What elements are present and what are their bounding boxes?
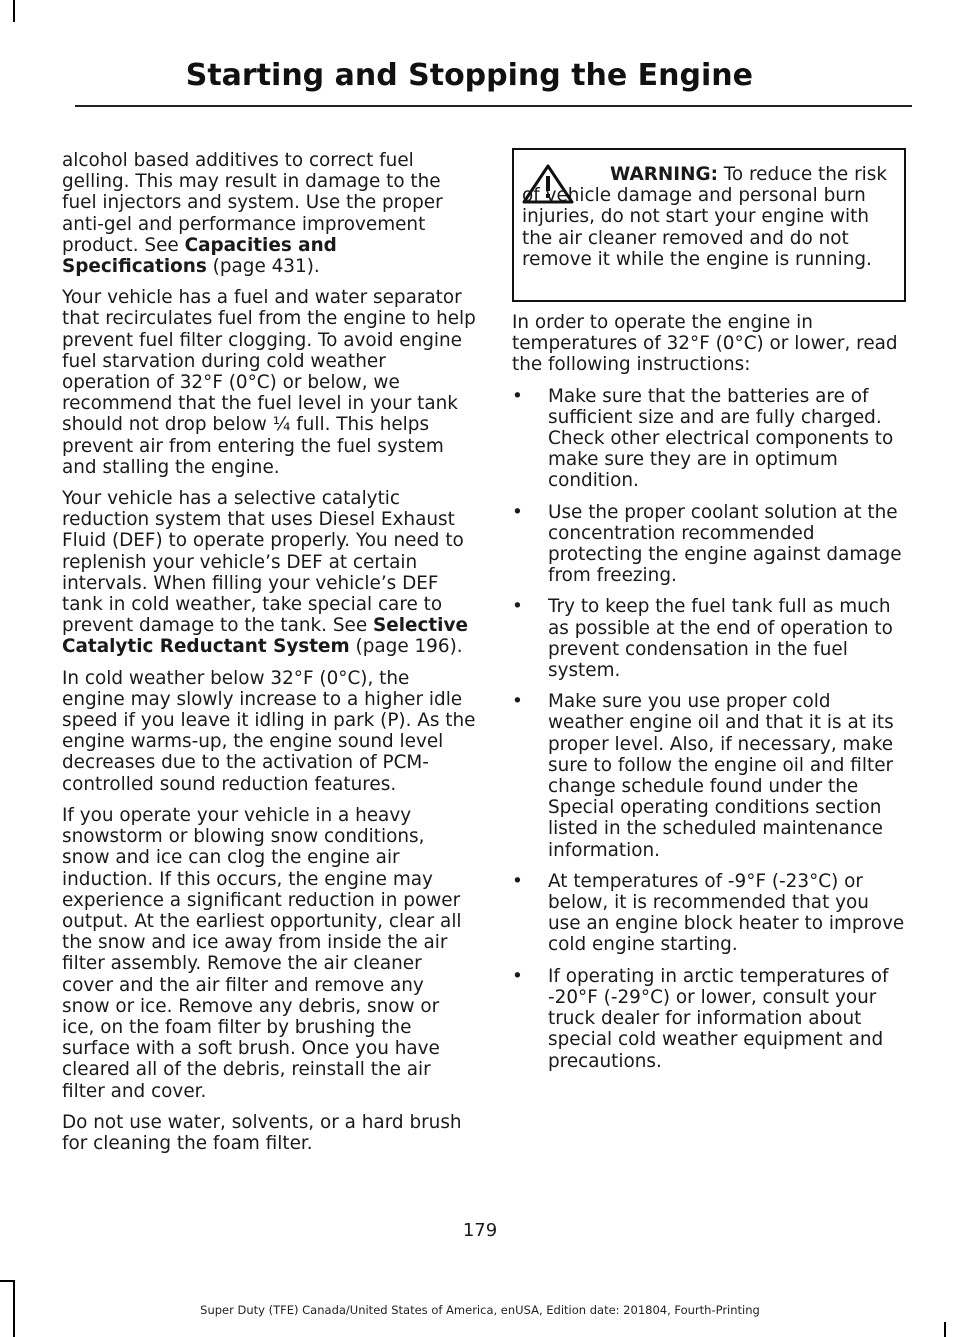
list-item	[512, 386, 906, 492]
paragraph-fuel-separator: Your vehicle has a fuel and water separator that recirculates fuel from the engine to help prevent fuel filter clogging. To avoid engine fuel starvation during cold weather operation of 32°F (0°C) or below, we recommend that the fuel level in your tank should not drop below ¼ full. This helps prevent air from entering the fuel system and stalling the engine.	[62, 287, 476, 478]
warning-box	[512, 148, 906, 302]
footer-edition: Super Duty (TFE) Canada/United States of America, enUSA, Edition date: 201804, Fourth-Printing	[200, 1303, 760, 1317]
list-item	[512, 691, 906, 861]
bullet: •	[512, 596, 523, 618]
bullet: •	[512, 965, 523, 987]
list-item-text: Make sure that the batteries are of sufficient size and are fully charged. Check other electrical components to make sure they are in optimum condition.	[548, 385, 894, 492]
warning-body: To reduce the risk of vehicle damage and personal burn injuries, do not start your engine with the air cleaner removed and do not remove it while the engine is running.	[522, 164, 887, 270]
page-number: 179	[462, 1220, 498, 1241]
warning-text	[522, 164, 899, 270]
paragraph-snowstorm: If you operate your vehicle in a heavy snowstorm or blowing snow conditions, snow and ice can clog the engine air induction. If this occurs, the engine may experience a significant reduction in power output. At the earliest opportunity, clear all the snow and ice away from inside the air filter assembly. Remove the air cleaner cover and the air filter and remove any snow or ice. Remove any debris, snow or ice, on the foam filter by brushing the surface with a soft brush. Once you have cleared all of the debris, reinstall the air filter and cover.	[62, 804, 462, 1102]
page-title: Starting and Stopping the Engine	[185, 58, 753, 93]
right-column	[512, 312, 906, 1082]
bullet: •	[512, 385, 523, 407]
warning-label: WARNING:	[610, 164, 718, 185]
list-item	[512, 502, 906, 587]
crop-mark-top-left	[13, 0, 15, 22]
left-column	[62, 150, 476, 1164]
header-rule	[75, 105, 912, 107]
text: Your vehicle has a selective catalytic reduction system that uses Diesel Exhaust Fluid (DEF) to operate properly. You need to replenish your vehicle’s DEF at certain intervals. When filling your vehicle’s DEF tank in cold weather, take special care to prevent damage to the tank. See	[62, 488, 464, 637]
list-item-text: Make sure you use proper cold weather engine oil and that it is at its proper level. Also, if necessary, make sure to follow the engine oil and filter change schedule found under the Special operating conditions section listed in the scheduled maintenance information.	[548, 691, 894, 861]
text: (page 196).	[349, 636, 463, 658]
list-item-text: Try to keep the fuel tank full as much as possible at the end of operation to prevent condensation in the fuel system.	[548, 596, 893, 682]
crop-mark-bottom-right	[944, 1322, 946, 1337]
cross-reference-link[interactable]: Selective Catalytic Reductant System	[62, 615, 468, 658]
crop-mark-bottom-left-h	[0, 1280, 15, 1282]
list-item-text: At temperatures of -9°F (-23°C) or below, it is recommended that you use an engine block heater to improve cold engine starting.	[548, 870, 905, 956]
list-item	[512, 596, 906, 681]
bullet: •	[512, 691, 523, 713]
paragraph-anti-gel	[62, 150, 476, 277]
paragraph-idle: In cold weather below 32°F (0°C), the engine may slowly increase to a higher idle speed if you leave it idling in park (P). As the engine warms-up, the engine sound level decreases due to the activation of PCM-controlled sound reduction features.	[62, 667, 476, 795]
paragraph-scr	[62, 488, 476, 658]
text: (page 431).	[206, 256, 320, 278]
bullet: •	[512, 501, 523, 523]
instructions-list	[512, 386, 906, 1072]
list-item	[512, 966, 906, 1072]
paragraph-foam-filter: Do not use water, solvents, or a hard brush for cleaning the foam filter.	[62, 1111, 462, 1154]
list-item	[512, 871, 906, 956]
cross-reference-link[interactable]: Capacities and Specifications	[62, 234, 337, 278]
text: alcohol based additives to correct fuel gelling. This may result in damage to the fuel injectors and system. Use the proper anti-gel and performance improvement product. See	[62, 150, 443, 256]
bullet: •	[512, 870, 523, 892]
list-item-text: If operating in arctic temperatures of -20°F (-29°C) or lower, consult your truck dealer for information about special cold weather equipment and precautions.	[548, 965, 889, 1072]
paragraph-intro: In order to operate the engine in temperatures of 32°F (0°C) or lower, read the following instructions:	[512, 312, 898, 376]
list-item-text: Use the proper coolant solution at the concentration recommended protecting the engine against damage from freezing.	[548, 501, 902, 587]
